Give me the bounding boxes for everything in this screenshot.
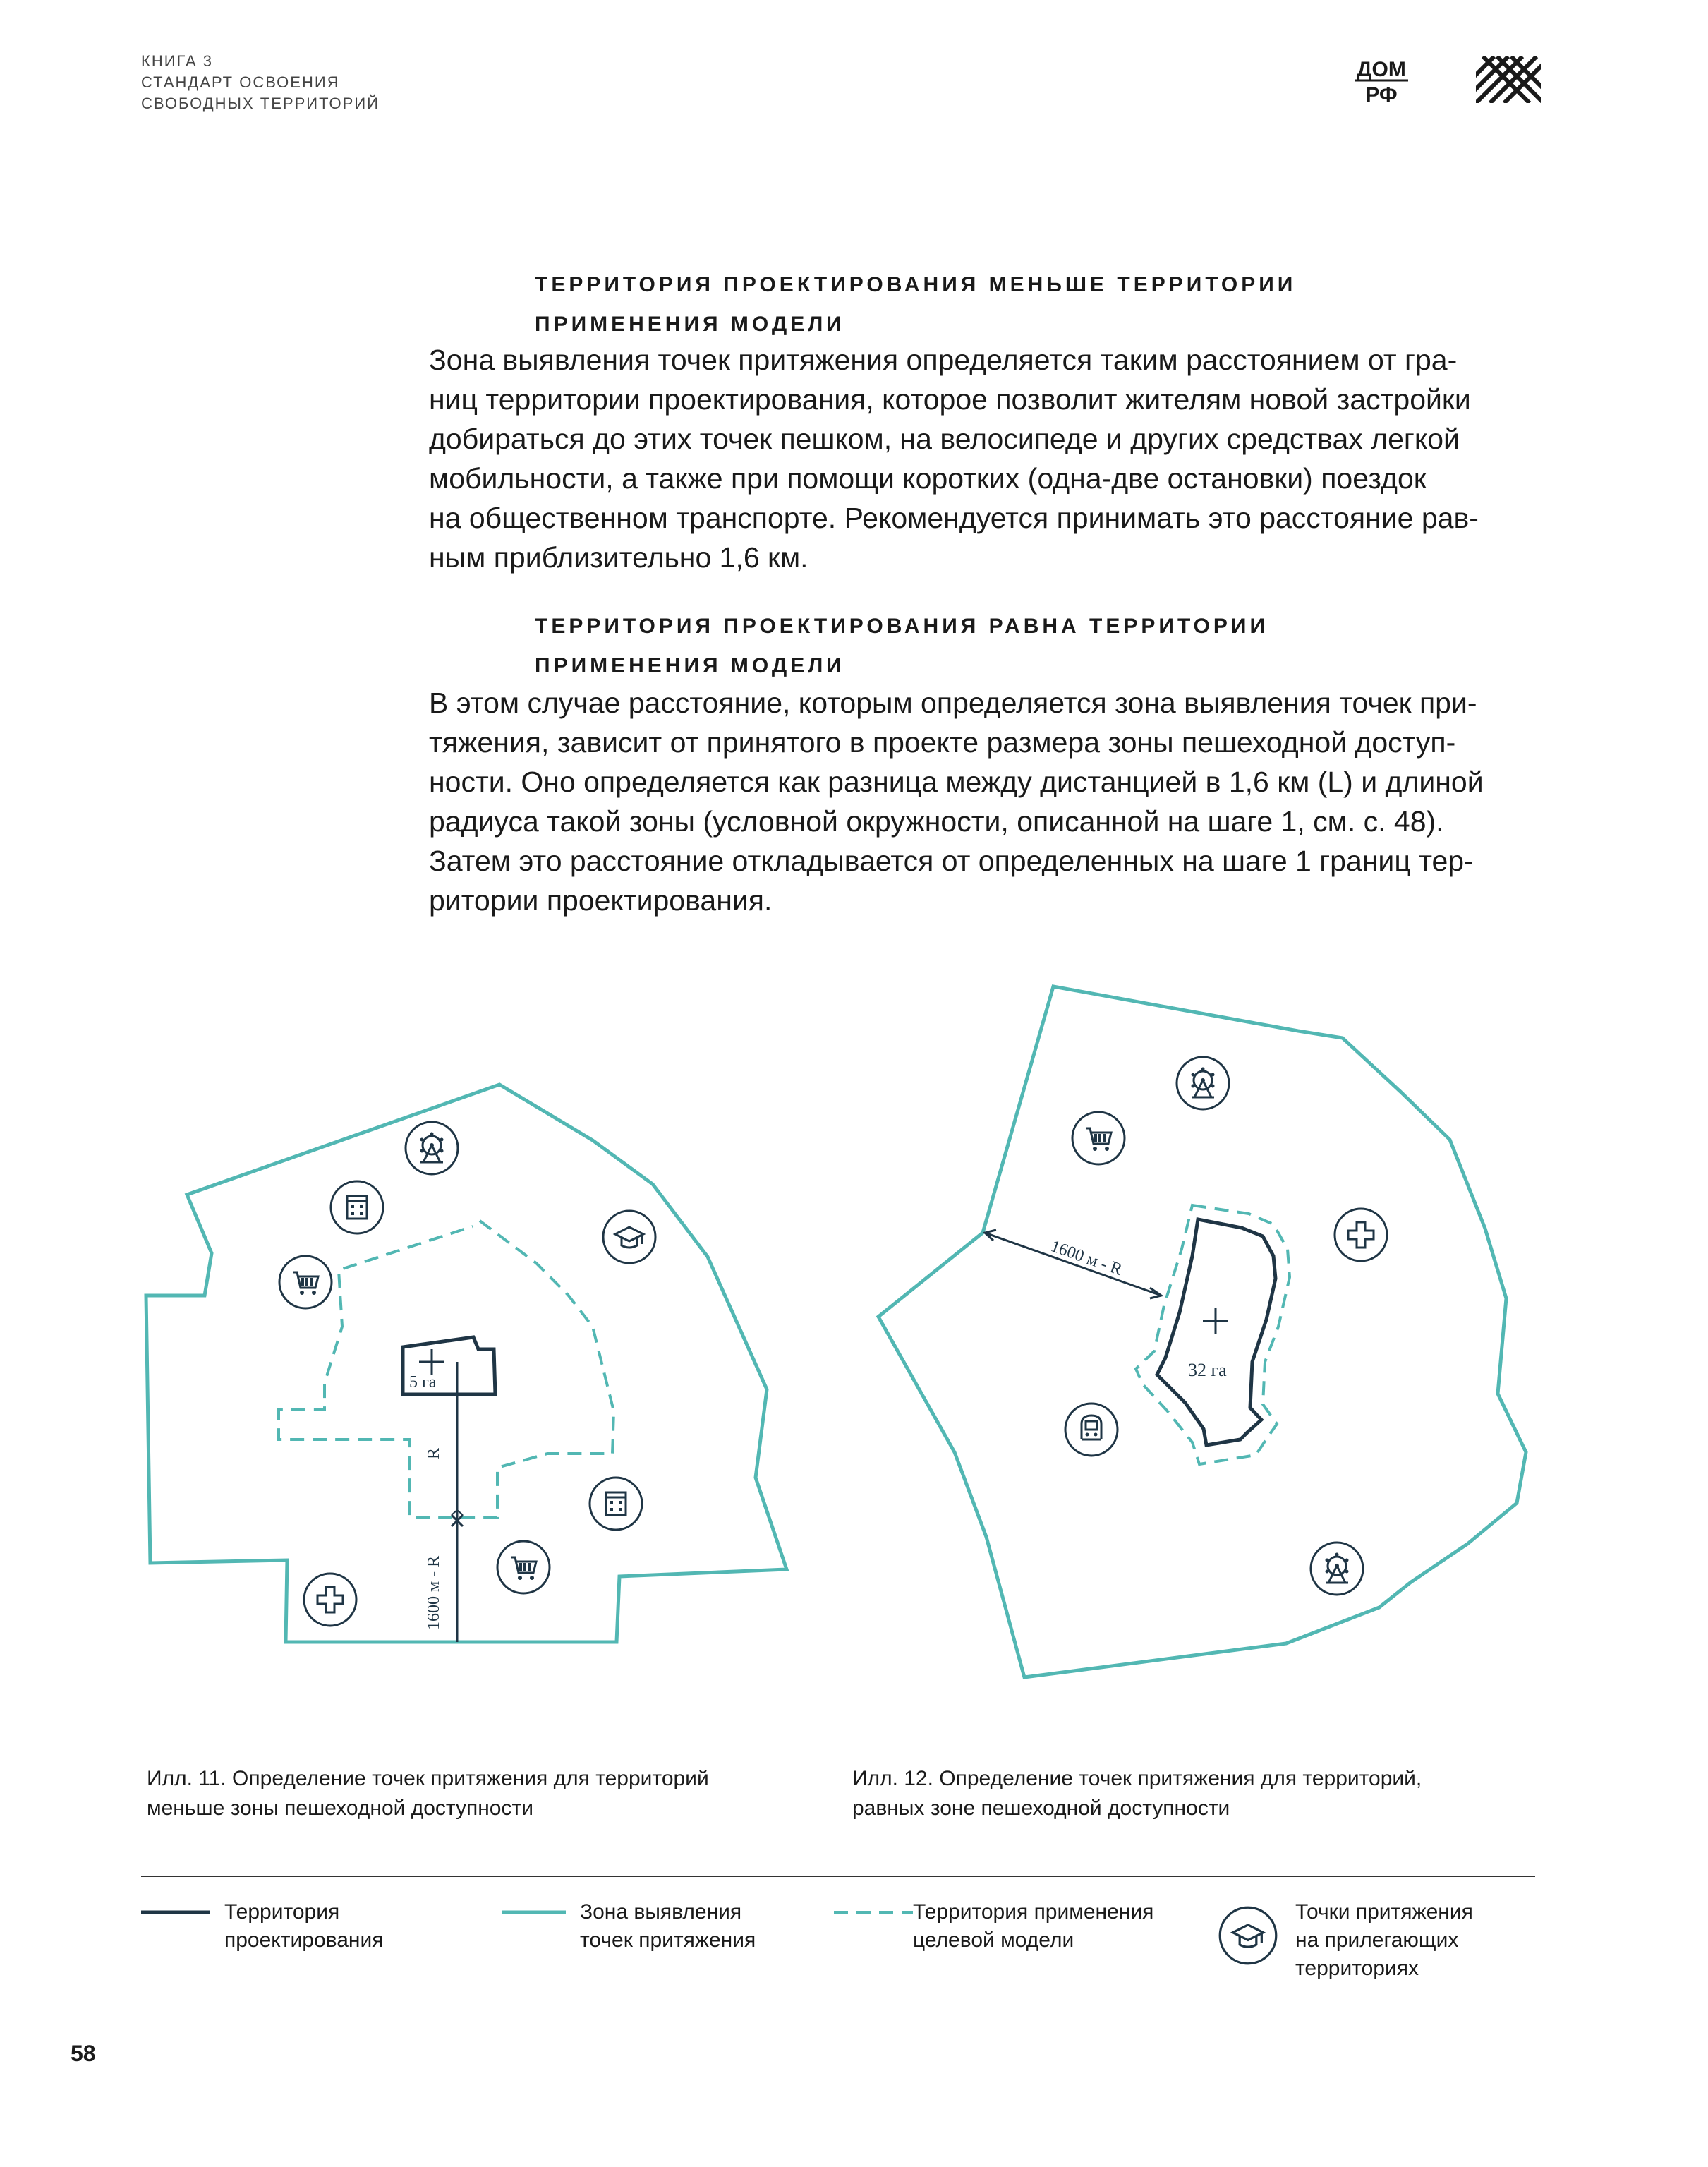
- text-line: на общественном транспорте. Рекомендуется принимать это расстояние рав-: [429, 502, 1479, 534]
- legend-line: Точки притяжения: [1295, 1900, 1473, 1924]
- shopping-cart-icon: [279, 1256, 332, 1308]
- figures: [0, 960, 1708, 1736]
- text-line: ниц территории проектирования, которое позволит жителям новой застройки: [429, 383, 1471, 416]
- legend-line: Зона выявления: [580, 1900, 742, 1924]
- legend-zone-line: [502, 1905, 573, 1919]
- text-line: В этом случае расстояние, которым определяется зона выявления точек при-: [429, 687, 1477, 719]
- legend-line: территориях: [1295, 1957, 1419, 1980]
- caption-line: меньше зоны пешеходной доступности: [147, 1797, 533, 1820]
- building-icon: [590, 1478, 642, 1530]
- caption-line: Илл. 11. Определение точек притяжения для территорий: [147, 1767, 709, 1790]
- figure-caption: [852, 1764, 1422, 1823]
- legend-item: [580, 1898, 756, 1955]
- legend-item: [1295, 1898, 1473, 1983]
- legend-item: [224, 1898, 383, 1955]
- text-line: тяжения, зависит от принятого в проекте размера зоны пешеходной доступ-: [429, 726, 1456, 759]
- legend-line: целевой модели: [913, 1928, 1074, 1952]
- graduation-cap-icon: [1218, 1905, 1278, 1966]
- legend-model-line: [834, 1905, 919, 1919]
- ferris-wheel-icon: [406, 1122, 458, 1174]
- text-line: ности. Оно определяется как разница между дистанцией в 1,6 км (L) и длиной: [429, 766, 1484, 798]
- graduation-cap-icon: [603, 1211, 655, 1263]
- section-heading: [535, 265, 1522, 344]
- caption-line: равных зоне пешеходной доступности: [852, 1797, 1230, 1820]
- divider: [141, 1876, 1535, 1877]
- fig2-distance-label: 1600 м - R: [1048, 1237, 1125, 1279]
- dom-rf-logo: [1353, 56, 1410, 103]
- ferris-wheel-icon: [1311, 1543, 1363, 1595]
- fig1-area-label: 5 га: [409, 1373, 437, 1392]
- paragraph: [429, 340, 1544, 577]
- text-line: Затем это расстояние откладывается от определенных на шаге 1 границ тер-: [429, 845, 1474, 877]
- heading-line: ПРИМЕНЕНИЯ МОДЕЛИ: [535, 313, 845, 336]
- shopping-cart-icon: [1072, 1112, 1125, 1164]
- running-head-line: КНИГА 3: [141, 52, 213, 70]
- medical-cross-icon: [1335, 1209, 1387, 1261]
- text-line: Зона выявления точек притяжения определяется таким расстоянием от гра-: [429, 344, 1458, 376]
- fig1-distance-label: 1600 м - R: [425, 1555, 443, 1630]
- heading-line: ТЕРРИТОРИЯ ПРОЕКТИРОВАНИЯ МЕНЬШЕ ТЕРРИТОРИИ: [535, 273, 1297, 296]
- paragraph: [429, 683, 1544, 920]
- figure-caption: [147, 1764, 709, 1823]
- legend-line: на прилегающих: [1295, 1928, 1459, 1952]
- logo-line: РФ: [1365, 83, 1398, 103]
- running-head-line: СВОБОДНЫХ ТЕРРИТОРИЙ: [141, 95, 380, 112]
- legend-line: проектирования: [224, 1928, 384, 1952]
- legend-design-line: [141, 1905, 212, 1919]
- legend-line: Территория: [224, 1900, 340, 1924]
- building-icon: [331, 1181, 383, 1233]
- running-head: [141, 51, 380, 114]
- pattern-logo: [1476, 56, 1541, 103]
- text-line: мобильности, а также при помощи коротких (одна-две остановки) поездок: [429, 462, 1427, 495]
- page-number: 58: [71, 2041, 96, 2066]
- ferris-wheel-icon: [1177, 1057, 1229, 1109]
- text-line: радиуса такой зоны (условной окружности, описанной на шаге 1, см. с. 48).: [429, 805, 1444, 838]
- running-head-line: СТАНДАРТ ОСВОЕНИЯ: [141, 73, 340, 91]
- text-line: ным приблизительно 1,6 км.: [429, 541, 808, 574]
- medical-cross-icon: [304, 1574, 356, 1626]
- fig1-model-territory: [279, 1221, 614, 1517]
- logo-line: ДОМ: [1357, 58, 1406, 81]
- fig1-radius-label: R: [425, 1447, 443, 1459]
- legend-line: точек притяжения: [580, 1928, 756, 1952]
- metro-icon: [1065, 1404, 1118, 1456]
- heading-line: ПРИМЕНЕНИЯ МОДЕЛИ: [535, 654, 845, 677]
- section-heading: [535, 607, 1522, 686]
- legend-line: Территория применения: [913, 1900, 1154, 1924]
- legend-item: [913, 1898, 1153, 1955]
- fig2-area-label: 32 га: [1188, 1360, 1227, 1380]
- text-line: добираться до этих точек пешком, на велосипеде и других средствах легкой: [429, 423, 1460, 455]
- text-line: ритории проектирования.: [429, 884, 773, 917]
- heading-line: ТЕРРИТОРИЯ ПРОЕКТИРОВАНИЯ РАВНА ТЕРРИТОРИИ: [535, 615, 1269, 638]
- caption-line: Илл. 12. Определение точек притяжения для территорий,: [852, 1767, 1422, 1790]
- shopping-cart-icon: [497, 1541, 550, 1593]
- fig1-search-zone: [146, 1085, 787, 1642]
